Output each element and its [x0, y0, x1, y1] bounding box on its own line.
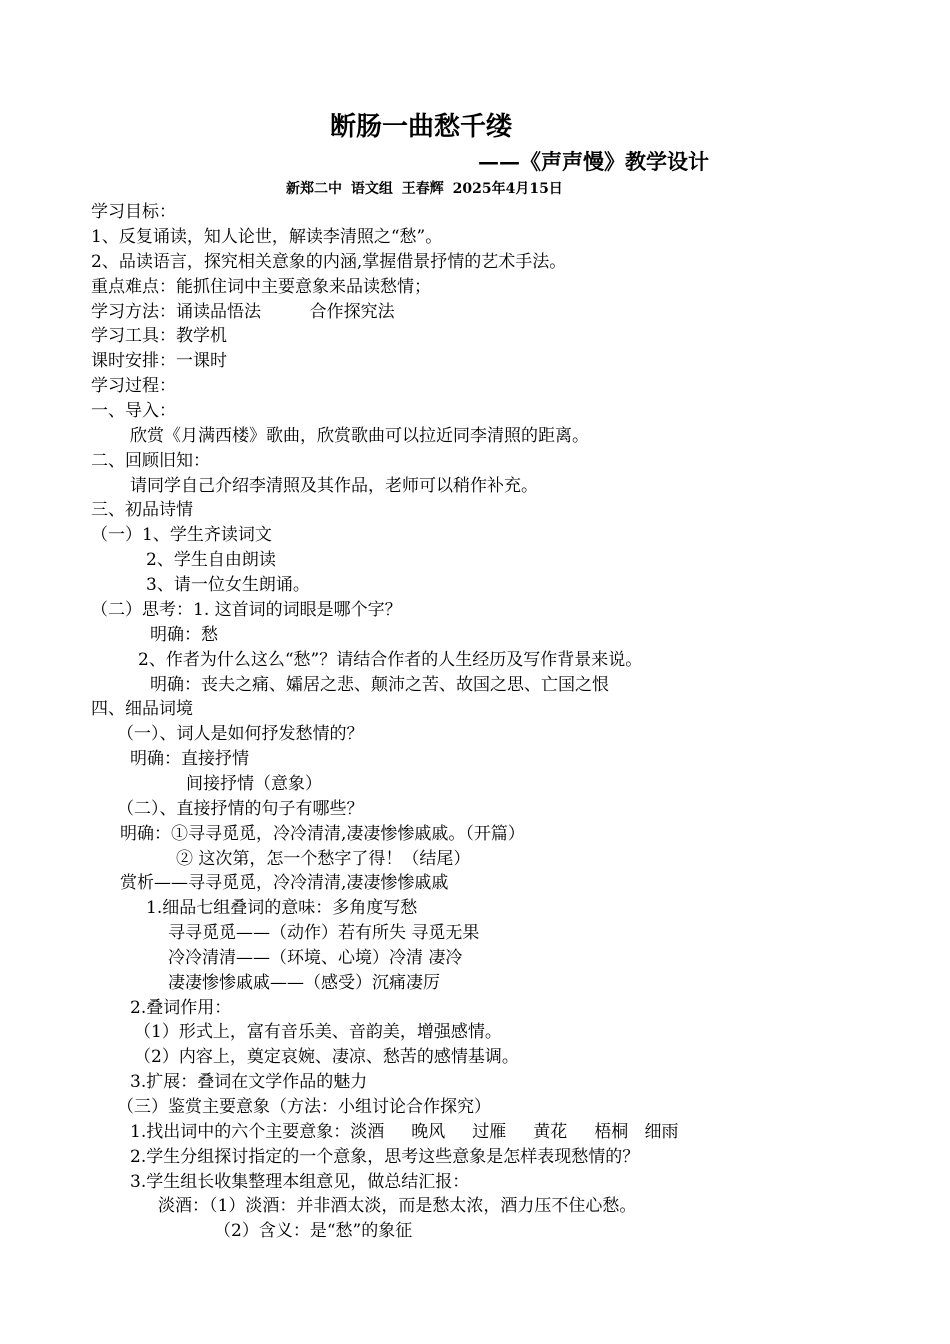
body-line: 2、品读语言，探究相关意象的内涵,掌握借景抒情的艺术手法。: [91, 252, 567, 272]
body-line: 四、细品词境: [91, 699, 193, 719]
body-line: 明确：①寻寻觅觅，冷冷清清,凄凄惨惨戚戚。（开篇）: [120, 824, 525, 844]
body-line: 课时安排：一课时: [91, 351, 227, 371]
author-line: 新郑二中 语文组 王春辉 2025年4月15日: [286, 181, 563, 197]
body-line: 1.找出词中的六个主要意象：淡酒 晚风 过雁 黄花 梧桐 细雨: [130, 1122, 679, 1142]
body-line: 明确：丧夫之痛、孀居之悲、颠沛之苦、故国之思、亡国之恨: [150, 675, 609, 695]
body-line: 3.学生组长收集整理本组意见，做总结汇报：: [130, 1172, 470, 1192]
body-line: 冷冷清清——（环境、心境）冷清 凄冷: [168, 948, 463, 968]
document-title: 断肠一曲愁千缕: [329, 112, 512, 142]
body-line: 一、导入：: [91, 401, 176, 421]
body-line: 2.学生分组探讨指定的一个意象，思考这些意象是怎样表现愁情的？: [130, 1147, 640, 1167]
body-line: （二）思考：1. 这首词的词眼是哪个字？: [91, 600, 402, 620]
body-line: （2）含义：是“愁”的象征: [214, 1221, 413, 1241]
body-line: ② 这次第，怎一个愁字了得！（结尾）: [176, 849, 471, 869]
body-line: 凄凄惨惨戚戚——（感受）沉痛凄厉: [168, 973, 440, 993]
body-line: 1.细品七组叠词的意味：多角度写愁: [146, 898, 418, 918]
body-line: 请同学自己介绍李清照及其作品，老师可以稍作补充。: [130, 476, 538, 496]
body-line: （1）形式上，富有音乐美、音韵美，增强感情。: [134, 1022, 502, 1042]
body-line: 重点难点：能抓住词中主要意象来品读愁情；: [91, 277, 431, 297]
body-line: （三）鉴赏主要意象（方法：小组讨论合作探究）: [117, 1097, 491, 1117]
body-line: 欣赏《月满西楼》歌曲，欣赏歌曲可以拉近同李清照的距离。: [130, 426, 589, 446]
body-line: 2.叠词作用：: [130, 998, 232, 1018]
body-line: 二、回顾旧知：: [91, 451, 210, 471]
body-line: （2）内容上，奠定哀婉、凄凉、愁苦的感情基调。: [134, 1047, 519, 1067]
body-line: 学习过程：: [91, 376, 176, 396]
body-line: 明确：直接抒情: [130, 749, 249, 769]
body-line: 2、作者为什么这么“愁”？请结合作者的人生经历及写作背景来说。: [138, 650, 643, 670]
body-line: 学习工具：教学机: [91, 326, 227, 346]
document-subtitle: ——《声声慢》教学设计: [478, 149, 709, 174]
body-line: （二）、直接抒情的句子有哪些？: [117, 799, 364, 819]
body-line: 三、初品诗情: [91, 500, 193, 520]
body-line: 学习目标：: [91, 202, 176, 222]
body-line: 赏析——寻寻觅觅，冷冷清清,凄凄惨惨戚戚: [120, 873, 449, 893]
body-line: 3.扩展：叠词在文学作品的魅力: [130, 1072, 368, 1092]
body-line: 间接抒情（意象）: [186, 774, 322, 794]
body-line: 1、反复诵读，知人论世，解读李清照之“愁”。: [91, 227, 443, 247]
body-line: 淡酒：（1）淡酒：并非酒太淡，而是愁太浓，酒力压不住心愁。: [158, 1196, 637, 1216]
body-line: 学习方法：诵读品悟法 合作探究法: [91, 302, 395, 322]
body-line: （一）1、学生齐读词文: [91, 525, 272, 545]
body-line: 寻寻觅觅——（动作）若有所失 寻觅无果: [168, 923, 480, 943]
body-line: 2、学生自由朗读: [146, 550, 276, 570]
body-line: 3、请一位女生朗诵。: [146, 575, 310, 595]
body-line: （一）、词人是如何抒发愁情的？: [117, 724, 364, 744]
body-line: 明确：愁: [150, 625, 218, 645]
